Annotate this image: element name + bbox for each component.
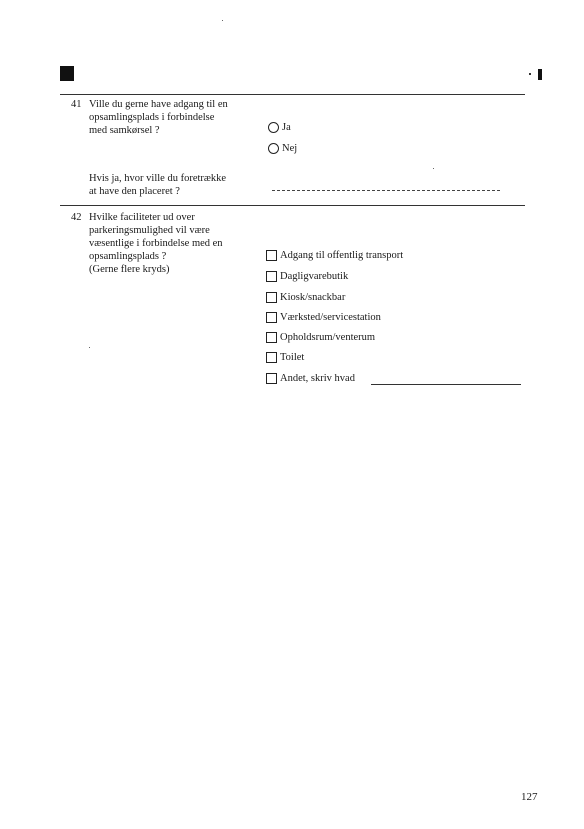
- option-dagligvarebutik[interactable]: [266, 270, 348, 283]
- option-toilet-label: Toilet: [280, 352, 305, 363]
- option-ja-label: Ja: [282, 122, 291, 133]
- scan-speck: [433, 168, 434, 169]
- checkbox-andet[interactable]: [266, 373, 277, 384]
- section-rule-middle: [60, 205, 525, 206]
- option-dagligvarebutik-label: Dagligvarebutik: [280, 271, 349, 282]
- option-opholdsrum[interactable]: [266, 331, 375, 344]
- question-42-line-3: væsentlige i forbindelse med en: [89, 238, 223, 249]
- question-42-number: 42: [71, 212, 82, 223]
- checkbox-opholdsrum[interactable]: [266, 332, 277, 343]
- registration-mark-right: [538, 69, 542, 80]
- checkbox-dagligvarebutik[interactable]: [266, 271, 277, 282]
- option-vaerksted-label: Værksted/servicestation: [280, 312, 381, 323]
- option-opholdsrum-label: Opholdsrum/venterum: [280, 332, 376, 343]
- question-42-text: [89, 211, 264, 276]
- question-41-followup: [89, 172, 264, 198]
- option-vaerksted[interactable]: [266, 311, 381, 324]
- question-41-line-1: Ville du gerne have adgang til en: [89, 99, 228, 110]
- question-42-line-2: parkeringsmulighed vil være: [89, 225, 210, 236]
- option-adgang-transport[interactable]: [266, 249, 403, 262]
- option-adgang-transport-label: Adgang til offentlig transport: [280, 250, 404, 261]
- location-answer-line[interactable]: [272, 190, 500, 191]
- radio-nej[interactable]: [268, 143, 279, 154]
- followup-line-1: Hvis ja, hvor ville du foretrække: [89, 173, 227, 184]
- question-42-line-1: Hvilke faciliteter ud over: [89, 212, 195, 223]
- registration-dot: [529, 73, 531, 75]
- section-rule-top: [60, 94, 525, 95]
- question-41-text: [89, 98, 264, 137]
- question-42-line-4: opsamlingsplads ?: [89, 251, 167, 262]
- option-toilet[interactable]: [266, 351, 304, 364]
- page-number: 127: [521, 791, 538, 803]
- option-kiosk[interactable]: [266, 291, 345, 304]
- radio-ja[interactable]: [268, 122, 279, 133]
- option-nej-label: Nej: [282, 143, 298, 154]
- andet-answer-line[interactable]: [371, 384, 521, 385]
- registration-mark-left: [60, 66, 74, 81]
- option-andet-label: Andet, skriv hvad: [280, 373, 355, 384]
- question-41-line-3: med samkørsel ?: [89, 125, 160, 136]
- option-andet[interactable]: [266, 372, 355, 385]
- option-kiosk-label: Kiosk/snackbar: [280, 292, 346, 303]
- checkbox-adgang-transport[interactable]: [266, 250, 277, 261]
- checkbox-toilet[interactable]: [266, 352, 277, 363]
- question-42-note: (Gerne flere kryds): [89, 264, 170, 275]
- option-ja[interactable]: [268, 121, 291, 134]
- question-41-line-2: opsamlingsplads i forbindelse: [89, 112, 215, 123]
- checkbox-kiosk[interactable]: [266, 292, 277, 303]
- followup-line-2: at have den placeret ?: [89, 186, 180, 197]
- question-41-number: 41: [71, 99, 82, 110]
- scan-speck: [89, 347, 90, 348]
- checkbox-vaerksted[interactable]: [266, 312, 277, 323]
- option-nej[interactable]: [268, 142, 297, 155]
- scan-speck: [222, 20, 223, 21]
